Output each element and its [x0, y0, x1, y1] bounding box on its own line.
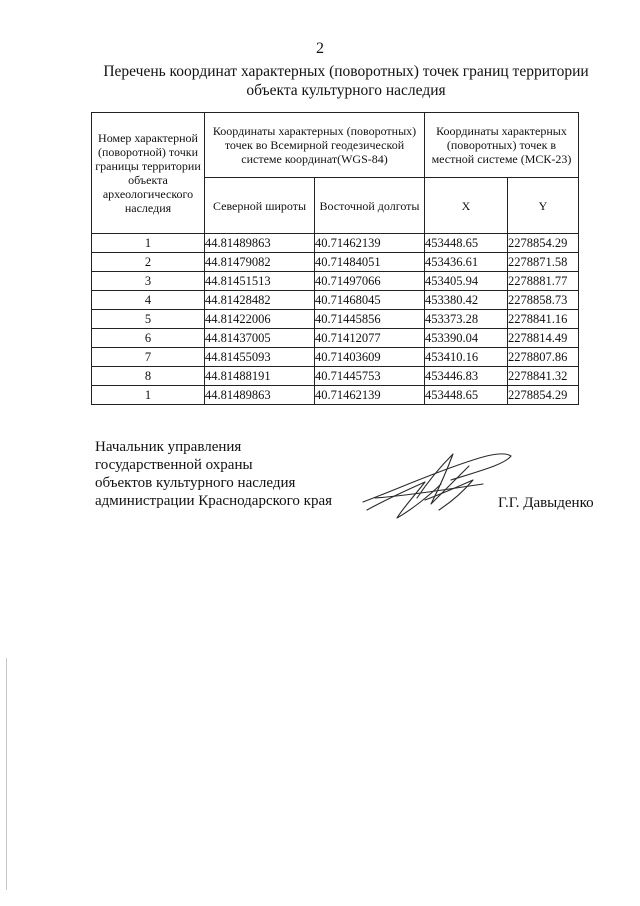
position-line: администрации Краснодарского края — [95, 493, 333, 509]
position-line: государственной охраны — [95, 457, 253, 473]
cell-y: 2278814.49 — [508, 329, 579, 348]
cell-x: 453436.61 — [425, 253, 508, 272]
handwritten-signature — [355, 440, 515, 530]
table-row — [92, 234, 579, 253]
coordinates-table-body — [92, 234, 579, 405]
cell-x: 453448.65 — [425, 386, 508, 405]
table-row — [92, 367, 579, 386]
table-row — [92, 291, 579, 310]
cell-point-number: 1 — [92, 386, 205, 405]
header-y: Y — [508, 178, 579, 234]
cell-longitude: 40.71462139 — [315, 234, 425, 253]
cell-point-number: 8 — [92, 367, 205, 386]
cell-point-number: 6 — [92, 329, 205, 348]
cell-latitude: 44.81489863 — [205, 386, 315, 405]
table-row — [92, 253, 579, 272]
position-line: Начальник управления — [95, 439, 242, 455]
cell-point-number: 4 — [92, 291, 205, 310]
page-number: 2 — [316, 40, 324, 57]
cell-x: 453410.16 — [425, 348, 508, 367]
cell-y: 2278841.32 — [508, 367, 579, 386]
cell-point-number: 5 — [92, 310, 205, 329]
document-title — [60, 62, 632, 100]
cell-y: 2278854.29 — [508, 234, 579, 253]
cell-latitude: 44.81488191 — [205, 367, 315, 386]
table-row — [92, 329, 579, 348]
cell-longitude: 40.71412077 — [315, 329, 425, 348]
cell-latitude: 44.81479082 — [205, 253, 315, 272]
cell-latitude: 44.81451513 — [205, 272, 315, 291]
cell-longitude: 40.71445856 — [315, 310, 425, 329]
cell-y: 2278881.77 — [508, 272, 579, 291]
header-wgs84-group: Координаты характерных (поворотных) точек во Всемирной геодезической системе координат(WGS-84) — [205, 113, 425, 178]
cell-x: 453448.65 — [425, 234, 508, 253]
cell-x: 453373.28 — [425, 310, 508, 329]
signer-name: Г.Г. Давыденко — [498, 495, 594, 511]
cell-x: 453380.42 — [425, 291, 508, 310]
cell-point-number: 2 — [92, 253, 205, 272]
cell-latitude: 44.81489863 — [205, 234, 315, 253]
cell-longitude: 40.71468045 — [315, 291, 425, 310]
cell-x: 453446.83 — [425, 367, 508, 386]
cell-point-number: 7 — [92, 348, 205, 367]
cell-y: 2278854.29 — [508, 386, 579, 405]
cell-point-number: 3 — [92, 272, 205, 291]
header-north-latitude: Северной широты — [205, 178, 315, 234]
signatory-position — [95, 438, 395, 510]
cell-y: 2278858.73 — [508, 291, 579, 310]
margin-line — [6, 658, 7, 890]
table-row — [92, 310, 579, 329]
position-line: объектов культурного наследия — [95, 475, 296, 491]
cell-point-number: 1 — [92, 234, 205, 253]
header-east-longitude: Восточной долготы — [315, 178, 425, 234]
cell-y: 2278871.58 — [508, 253, 579, 272]
cell-x: 453390.04 — [425, 329, 508, 348]
cell-x: 453405.94 — [425, 272, 508, 291]
table-row — [92, 272, 579, 291]
table-row — [92, 348, 579, 367]
header-point-number: Номер характерной (поворотной) точки границы территории объекта археологического наследия — [92, 113, 205, 234]
cell-longitude: 40.71484051 — [315, 253, 425, 272]
cell-longitude: 40.71403609 — [315, 348, 425, 367]
coordinates-table — [91, 112, 579, 405]
title-line-1: Перечень координат характерных (поворотных) точек границ территории — [103, 63, 589, 80]
cell-longitude: 40.71445753 — [315, 367, 425, 386]
cell-latitude: 44.81437005 — [205, 329, 315, 348]
cell-longitude: 40.71462139 — [315, 386, 425, 405]
cell-latitude: 44.81422006 — [205, 310, 315, 329]
title-line-2: объекта культурного наследия — [246, 82, 446, 99]
header-local-group: Координаты характерных (поворотных) точек в местной системе (МСК-23) — [425, 113, 579, 178]
cell-longitude: 40.71497066 — [315, 272, 425, 291]
cell-latitude: 44.81428482 — [205, 291, 315, 310]
header-x: X — [425, 178, 508, 234]
cell-latitude: 44.81455093 — [205, 348, 315, 367]
cell-y: 2278807.86 — [508, 348, 579, 367]
cell-y: 2278841.16 — [508, 310, 579, 329]
table-row — [92, 386, 579, 405]
